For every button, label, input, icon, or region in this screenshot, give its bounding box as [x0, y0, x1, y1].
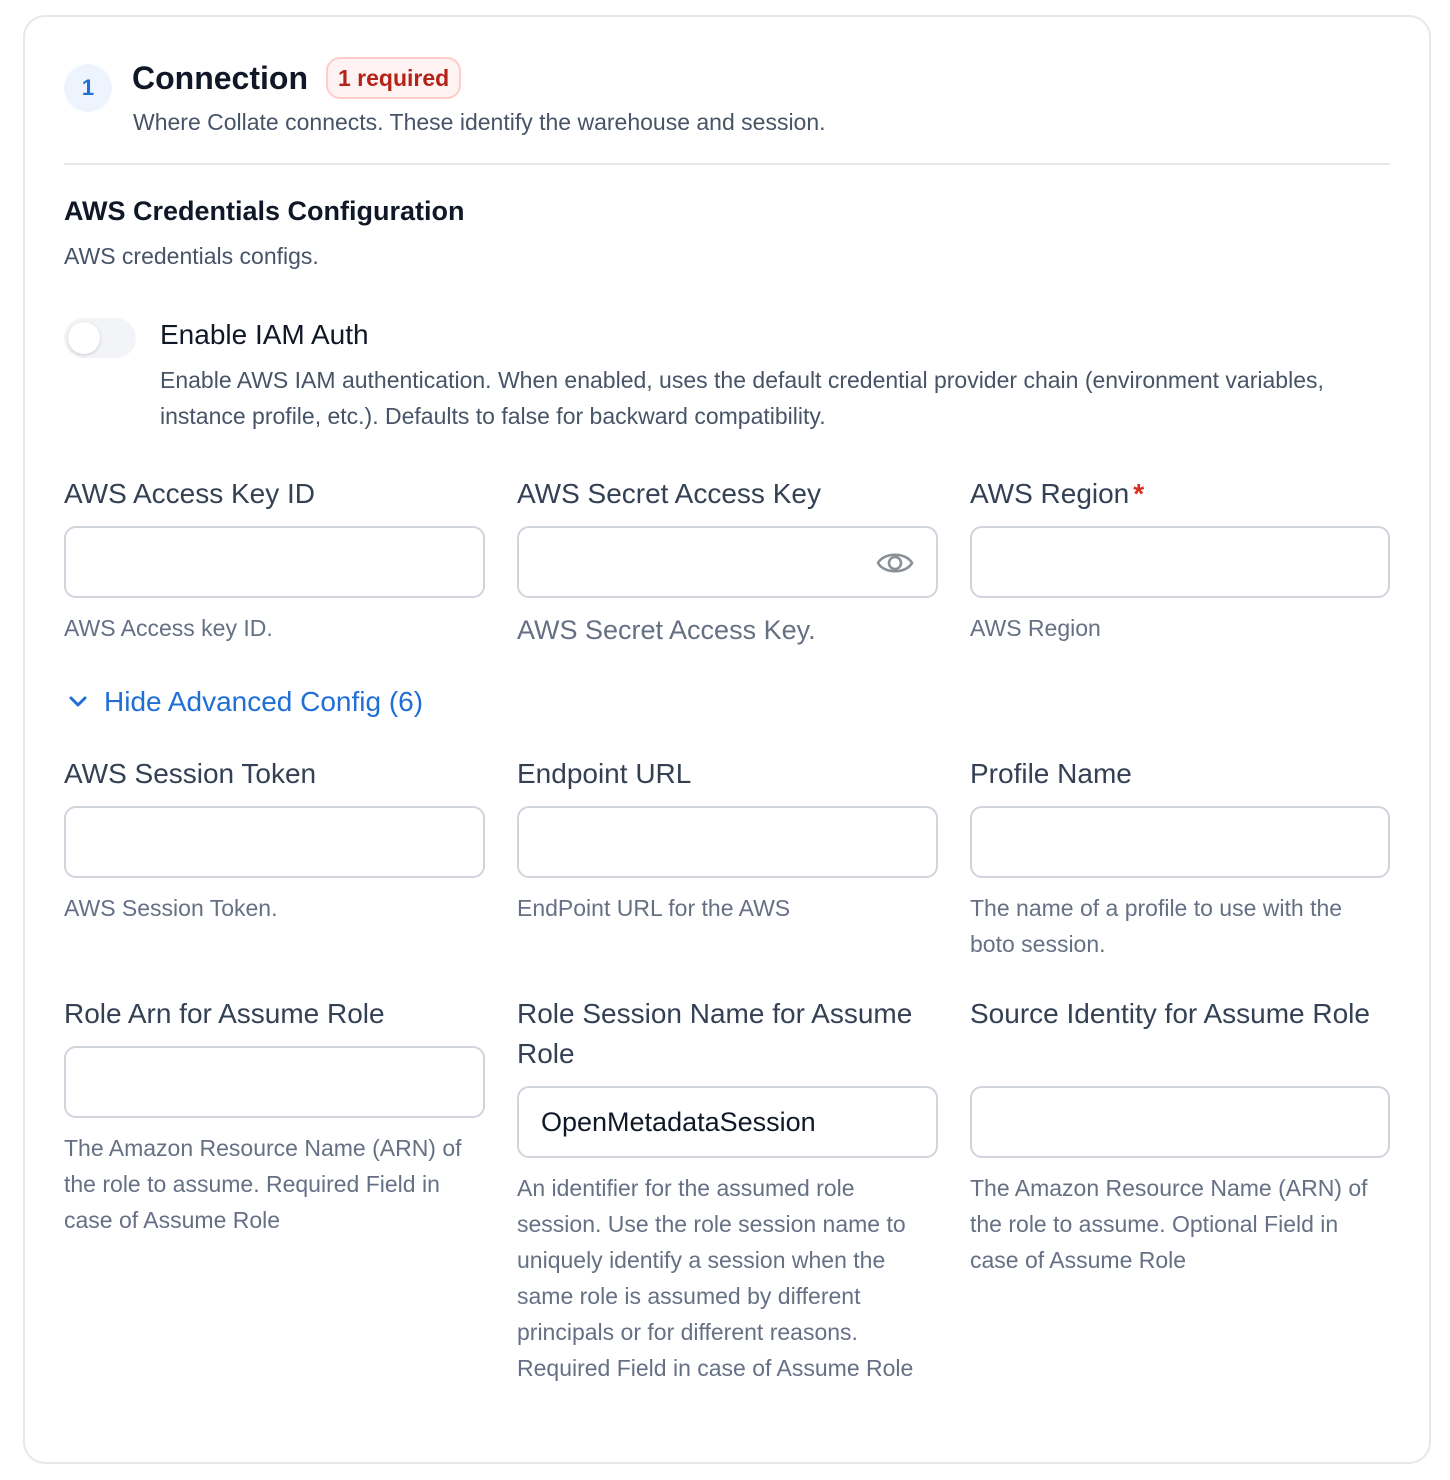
section-subtitle: Where Collate connects. These identify the warehouse and session.: [133, 109, 826, 135]
group-subtitle: AWS credentials configs.: [64, 243, 319, 269]
section-title: Connection: [132, 60, 308, 96]
group-title: AWS Credentials Configuration: [64, 196, 465, 226]
role-session-name-help: An identifier for the assumed role session. Use the role session name to uniquely identify a session when the same role is assumed by different principals or for different reasons. Required Field in case of Assume Role: [517, 1175, 914, 1381]
chevron-down-icon: [64, 688, 92, 716]
role-arn-input[interactable]: [64, 1046, 485, 1118]
secret-access-key-help: AWS Secret Access Key.: [517, 615, 816, 645]
profile-name-help: The name of a profile to use with the boto session.: [970, 895, 1343, 957]
advanced-config-label: Hide Advanced Config (6): [104, 686, 424, 717]
role-arn-label: Role Arn for Assume Role: [64, 998, 385, 1029]
endpoint-url-help: EndPoint URL for the AWS: [517, 895, 791, 921]
role-session-name-label: Role Session Name for Assume Role: [517, 998, 913, 1069]
iam-auth-toggle[interactable]: [64, 318, 136, 358]
endpoint-url-label: Endpoint URL: [517, 758, 692, 789]
session-token-label: AWS Session Token: [64, 758, 317, 789]
toggle-knob: [68, 322, 100, 354]
iam-auth-label: Enable IAM Auth: [160, 319, 369, 350]
access-key-id-label: AWS Access Key ID: [64, 478, 316, 509]
region-help: AWS Region: [970, 615, 1101, 641]
secret-access-key-input[interactable]: [517, 526, 938, 598]
session-token-help: AWS Session Token.: [64, 895, 278, 921]
source-identity-help: The Amazon Resource Name (ARN) of the role to assume. Optional Field in case of Assume Role: [970, 1175, 1368, 1273]
access-key-id-help: AWS Access key ID.: [64, 615, 273, 641]
secret-access-key-label: AWS Secret Access Key: [517, 478, 821, 509]
region-label: [970, 474, 1144, 514]
region-label-text: AWS Region: [970, 478, 1130, 509]
region-input[interactable]: [970, 526, 1390, 598]
profile-name-label: Profile Name: [970, 758, 1132, 789]
advanced-config-toggle[interactable]: [64, 682, 423, 722]
role-session-name-input[interactable]: OpenMetadataSession: [517, 1086, 938, 1158]
iam-auth-help: Enable AWS IAM authentication. When enabled, uses the default credential provider chain (environment variables, instance profile, etc.). Defaults to false for backward compatibility.: [160, 367, 1324, 429]
role-arn-help: The Amazon Resource Name (ARN) of the role to assume. Required Field in case of Assume Role: [64, 1135, 462, 1233]
source-identity-label: Source Identity for Assume Role: [970, 998, 1370, 1029]
step-number: 1: [64, 64, 112, 112]
access-key-id-input[interactable]: [64, 526, 485, 598]
eye-icon[interactable]: [876, 546, 914, 580]
endpoint-url-input[interactable]: [517, 806, 938, 878]
required-badge: 1 required: [326, 57, 461, 99]
profile-name-input[interactable]: [970, 806, 1390, 878]
required-asterisk: *: [1133, 478, 1145, 509]
session-token-input[interactable]: [64, 806, 485, 878]
section-divider: [64, 163, 1390, 165]
source-identity-input[interactable]: [970, 1086, 1390, 1158]
